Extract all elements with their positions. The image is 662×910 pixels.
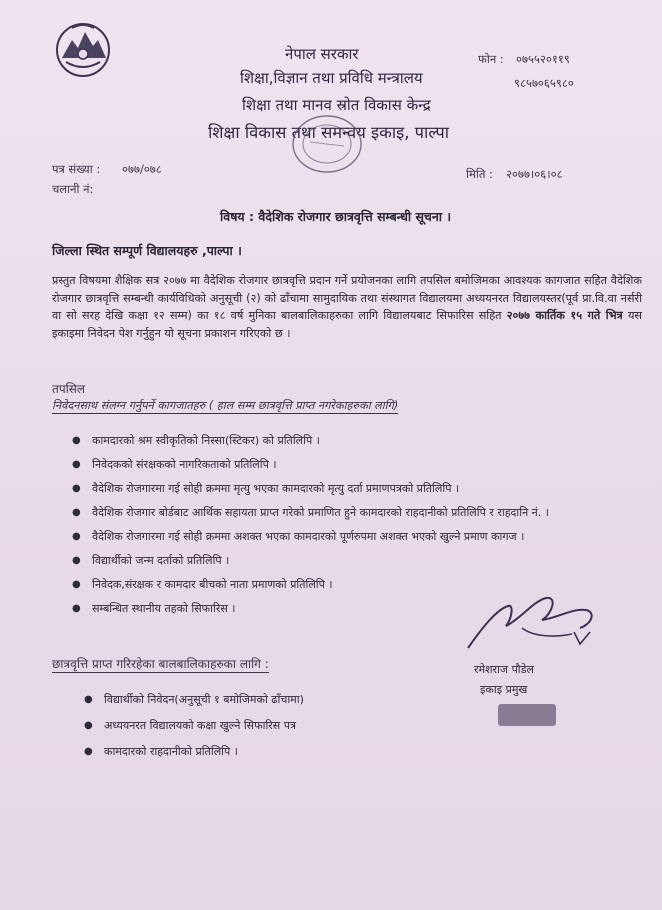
ministry-name: शिक्षा,विज्ञान तथा प्रविधि मन्त्रालय — [240, 69, 423, 87]
subject-line: विषय : वैदेशिक रोजगार छात्रवृत्ति सम्बन्धी सूचना । — [220, 209, 452, 224]
phone-2: ९८५७०६५९८० — [514, 76, 574, 90]
list-item: ● निवेदकको संरक्षकको नागरिकताको प्रतिलिपि । — [72, 457, 642, 473]
tapasil-subtitle: निवेदनसाथ संलग्न गर्नुपर्ने कागजातहरु ( हाल सम्म छात्रवृत्ति प्राप्त नगरेकाहरुका लागि) — [52, 399, 399, 412]
patra-label: पत्र संख्या : — [52, 162, 101, 176]
received-title: छात्रवृत्ति प्राप्त गरिरहेका बालबालिकाहरुका लागि : — [52, 657, 269, 671]
body-part-2: यस इकाइमा निवेदन पेश गर्नुहुन यो सूचना प्रकाशन गरिएको छ । — [52, 309, 642, 340]
body-part-1: प्रस्तुत विषयमा शैक्षिक सत्र २०७७ मा वैदेशिक रोजगार छात्रवृत्ति प्रदान गर्ने प्रयोजनका लागि तपसिल बमोजिमका आवश्यक कागजात सहित वैदेशिक रोजगार छात्रवृत्ति सम्बन्धी कार्यविधिको अनुसूची (२) को ढाँचामा सामुदायिक तथा संस्थागत विद्यालयमा अध्ययनरत विद्यालयस्तर(पूर्व प्रा.वि.वा नर्सरी वा सो सरह देखि कक्षा १२ सम्म) का १८ वर्ष मुनिका बालबालिकाहरुका लागि विद्यालयबाट सिफारिस सहित — [52, 274, 642, 322]
patra-value: ०७७/०७८ — [122, 162, 162, 176]
list-item: ● कामदारको श्रम स्वीकृतिको निस्सा(स्टिकर) को प्रतिलिपि । — [72, 433, 642, 449]
office-stamp-icon — [288, 112, 366, 176]
list-item: ● विद्यार्थीको निवेदन(अनुसूची १ बमोजिमको ढाँचामा) — [84, 692, 464, 708]
designation-stamp-icon — [496, 700, 558, 730]
addressee: जिल्ला स्थित सम्पूर्ण विद्यालयहरु ,पाल्पा । — [52, 243, 242, 258]
list-item: ● कामदारको राहदानीको प्रतिलिपि । — [84, 744, 464, 760]
body-deadline: २०७७ कार्तिक १५ गते भित्र — [506, 309, 623, 322]
received-list — [84, 692, 464, 770]
signatory-designation: इकाइ प्रमुख — [480, 683, 528, 696]
phone-label: फोन : — [478, 52, 504, 66]
list-item: ● विद्यार्थीको जन्म दर्ताको प्रतिलिपि । — [72, 553, 642, 569]
chalani-label: चलानी नं: — [52, 182, 94, 196]
govt-name: नेपाल सरकार — [285, 45, 359, 63]
list-item: ● सम्बन्धित स्थानीय तहको सिफारिस । — [72, 601, 642, 617]
signature-icon — [462, 588, 612, 660]
tapasil-title: तपसिल — [52, 382, 86, 396]
list-item: ● वैदेशिक रोजगारमा गई सोही क्रममा मृत्यु भएका कामदारको मृत्यु दर्ता प्रमाणपत्रको प्रतिलिपि । — [72, 481, 642, 497]
date-value: २०७७।०६।०८ — [506, 167, 563, 181]
nepal-emblem-icon — [52, 18, 114, 80]
center-name: शिक्षा तथा मानव स्रोत विकास केन्द्र — [242, 96, 431, 114]
phone-1: ०७५५२०११९ — [516, 52, 570, 66]
signatory-name: रमेशराज पौडेल — [474, 663, 535, 676]
body-paragraph — [52, 272, 642, 342]
date-label: मिति : — [466, 167, 493, 181]
office-name: शिक्षा विकास तथा समन्वय इकाइ, पाल्पा — [208, 123, 450, 142]
list-item: ● निवेदक,संरक्षक र कामदार बीचको नाता प्रमाणको प्रतिलिपि । — [72, 577, 642, 593]
list-item: ● वैदेशिक रोजगारमा गई सोही क्रममा अशक्त भएका कामदारको पूर्णरुपमा अशक्त भएको खुल्ने प्रमाण कागज । — [72, 529, 642, 545]
list-item: ● अध्ययनरत विद्यालयको कक्षा खुल्ने सिफारिस पत्र — [84, 718, 464, 734]
list-item: ● वैदेशिक रोजगार बोर्डबाट आर्थिक सहायता प्राप्त गरेको प्रमाणित हुने कामदारको राहदानीको प्रतिलिपि र राहदानि नं. । — [72, 505, 642, 521]
